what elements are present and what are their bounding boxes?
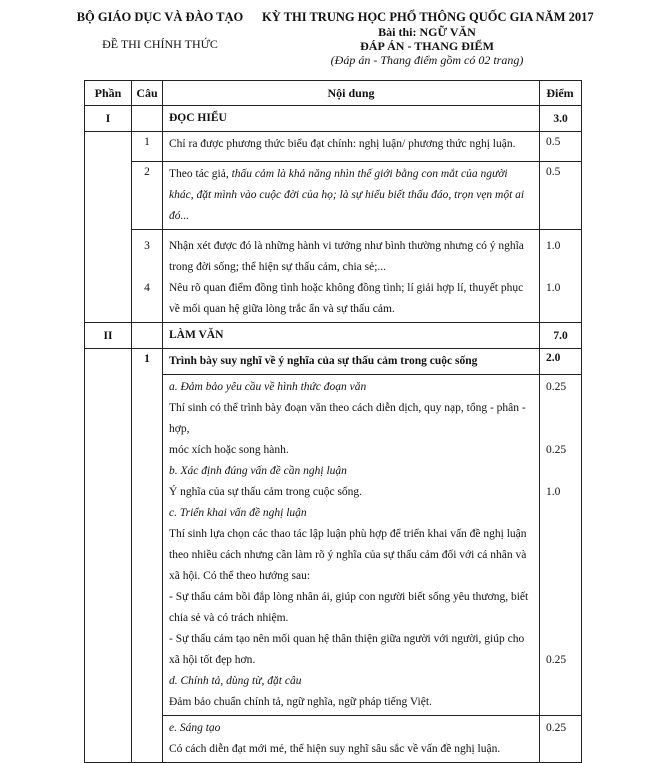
answer-text: Chỉ ra được phương thức biểu đạt chính: nghị luận/ phương thức nghị luận. [163,132,540,162]
answer-score: 1.0 [546,282,561,294]
ministry-name: BỘ GIÁO DỤC VÀ ĐÀO TẠO [76,10,244,24]
section-row-reading [85,106,582,132]
criterion-text: - Sự thấu cảm tạo nên mối quan hệ thân thiện giữa người với người, giúp cho [169,633,525,645]
criterion-score: 0.25 [546,381,567,393]
answer-score: 0.5 [540,132,582,162]
criterion-text: Thí sinh lựa chọn các thao tác lập luận phù hợp để triển khai vấn đề nghị luận [169,528,527,540]
criterion-text: - Sự thấu cảm bồi đắp lòng nhân ái, giúp con người biết sống yêu thương, biết [169,591,529,603]
table-row [85,162,582,230]
essay-score: 2.0 [540,349,582,375]
answer-score: 0.5 [540,162,582,230]
document-header [0,10,650,70]
section-row-writing [85,323,582,349]
answer-key-table [84,80,582,763]
question-number: 1 [132,132,163,162]
criteria-a-to-d [163,375,540,716]
answer-text-plain: Theo tác giả, [169,168,232,180]
question-number-stack [132,230,163,323]
answer-text [163,162,540,230]
table-row [85,349,582,375]
header-left [60,10,260,52]
criterion-text: móc xích hoặc song hành. [169,444,289,456]
criterion-heading: c. Triển khai vấn đề nghị luận [169,507,307,519]
question-number: 1 [132,349,163,763]
header-question: Câu [132,81,163,106]
criterion-score: 1.0 [546,486,561,498]
subject-line: Bài thi: NGỮ VĂN [378,25,476,39]
section-roman: II [85,323,132,349]
criterion-text: xã hội. Có thể theo hướng sau: [169,570,311,582]
answer-score-stack [540,230,582,323]
table-row [85,230,582,323]
answer-text: Nhận xét được đó là những hành vi tưởng như bình thường nhưng có ý nghĩa trong đời sống; thể hiện sự thấu cảm, chia sẻ;... [169,240,524,273]
criterion-score-value: 0.25 [546,722,567,734]
criteria-scores [540,375,582,716]
essay-title: Trình bày suy nghĩ về ý nghĩa của sự thấu cảm trong cuộc sống [163,349,540,375]
header-right [262,10,592,67]
exam-title: KỲ THI TRUNG HỌC PHỔ THÔNG QUỐC GIA NĂM 2017 [262,10,594,24]
section-title: LÀM VĂN [163,323,540,349]
criterion-score: 0.25 [546,444,567,456]
criterion-score [540,716,582,763]
criterion-text: Ý nghĩa của sự thấu cảm trong cuộc sống. [169,486,363,498]
criterion-text: theo nhiều cách nhưng cần làm rõ ý nghĩa của sự thấu cảm đối với cá nhân và [169,549,527,561]
header-part: Phần [85,81,132,106]
section-title: ĐỌC HIỂU [163,106,540,132]
criterion-heading: d. Chính tả, dùng từ, đặt câu [169,675,302,687]
answer-key-title: ĐÁP ÁN - THANG ĐIỂM [360,39,494,53]
section-score: 7.0 [540,323,582,349]
answer-text-italic: thấu cảm là khả năng nhìn thế giới bằng con mắt của người khác, đặt mình vào cuộc đời của họ; là sự hiểu biết thấu đáo, trọn vẹn một ai đó... [169,168,525,222]
question-number: 4 [144,282,150,294]
page-count-note: (Đáp án - Thang điểm gồm có 02 trang) [330,53,524,67]
question-number: 2 [132,162,163,230]
criterion-text: xã hội tốt đẹp hơn. [169,654,256,666]
header-content: Nội dung [163,81,540,106]
criterion-heading: a. Đảm bảo yêu cầu về hình thức đoạn văn [169,381,367,393]
header-score: Điểm [540,81,582,106]
criterion-text: chia sẻ và có trách nhiệm. [169,612,289,624]
criterion-text: Thí sinh có thể trình bày đoạn văn theo cách diễn dịch, quy nạp, tổng - phân - hợp, [169,402,526,435]
criterion-score: 0.25 [546,654,567,666]
section-score: 3.0 [540,106,582,132]
criterion-text: Có cách diễn đạt mới mẻ, thể hiện suy nghĩ sâu sắc về vấn đề nghị luận. [169,743,501,755]
official-exam-label: ĐỀ THI CHÍNH THỨC [102,37,218,51]
criterion-heading: b. Xác định đúng vấn đề cần nghị luận [169,465,347,477]
criterion-e [163,716,540,763]
answer-text-stack [163,230,540,323]
section-roman: I [85,106,132,132]
answer-text: Nêu rõ quan điểm đồng tình hoặc không đồng tình; lí giải hợp lí, thuyết phục về mối quan hệ giữa lòng trắc ẩn và sự thấu cảm. [169,282,524,315]
question-number: 3 [144,240,150,252]
table-header-row [85,81,582,106]
criterion-text: Đảm bảo chuẩn chính tả, ngữ nghĩa, ngữ pháp tiếng Việt. [169,696,432,708]
answer-score: 1.0 [546,240,561,252]
criterion-heading: e. Sáng tạo [169,722,221,734]
table-row [85,132,582,162]
